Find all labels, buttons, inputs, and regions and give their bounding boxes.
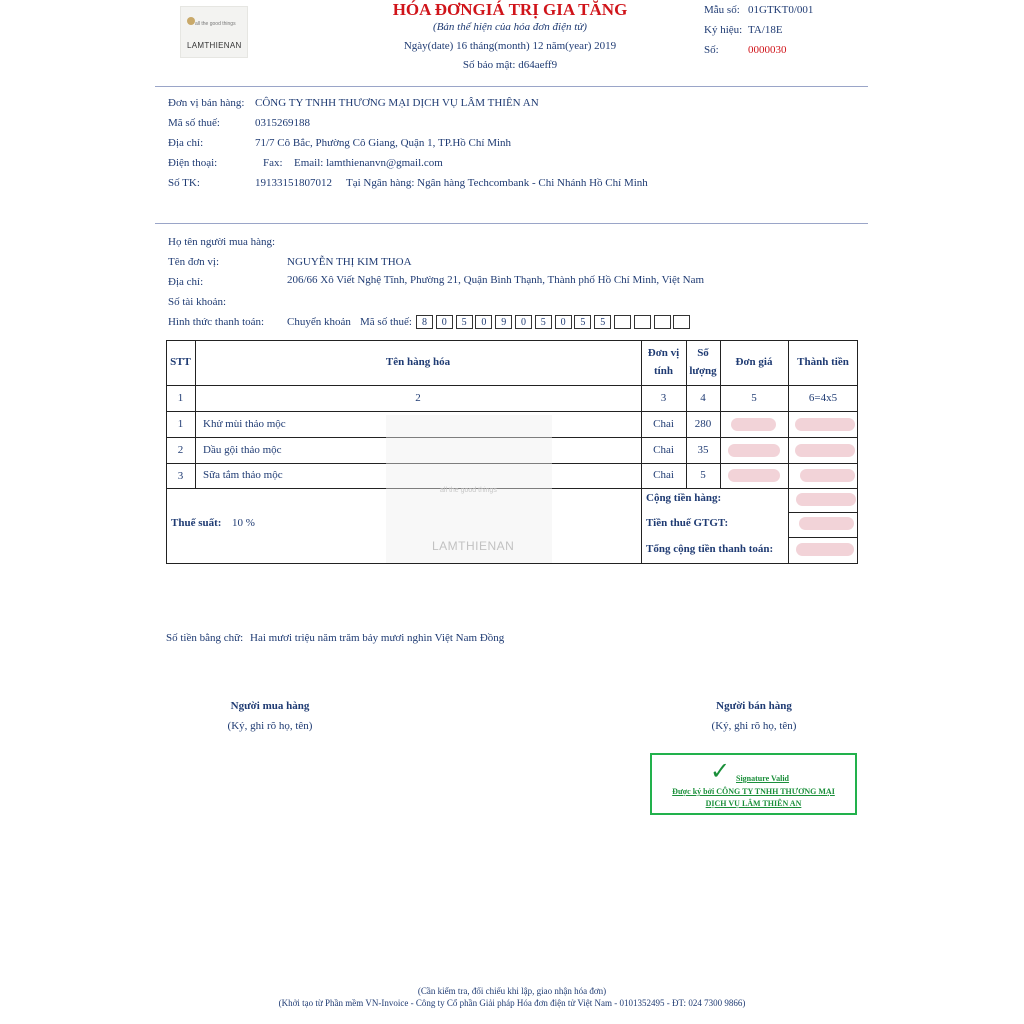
index-name: 2 <box>415 392 421 404</box>
seller-tax-label: Mã số thuế: <box>168 117 220 129</box>
logo-tagline: all the good things <box>195 21 236 27</box>
date-month: 12 <box>532 40 544 52</box>
header-qty-1: Số <box>697 347 709 359</box>
row-qty: 35 <box>697 444 709 456</box>
subtotal-label: Cộng tiền hàng: <box>646 492 722 504</box>
date-year-label: năm(year) <box>546 40 592 52</box>
seller-account-value: 19133151807012 <box>255 177 332 189</box>
seller-bank: Tại Ngân hàng: Ngân hàng Techcombank - Chi Nhánh Hồ Chí Minh <box>346 177 648 189</box>
watermark-name: LAMTHIENAN <box>432 539 515 553</box>
seller-account-label: Số TK: <box>168 177 200 189</box>
date-month-label: tháng(month) <box>469 40 530 52</box>
digital-signature-box[interactable] <box>650 753 857 815</box>
header-amount: Thành tiền <box>797 356 849 368</box>
seller-tax-value: 0315269188 <box>255 117 310 129</box>
buyer-address-label: Địa chỉ: <box>168 276 204 288</box>
row-name: Dầu gội thảo mộc <box>203 444 282 456</box>
redacted-amount <box>795 418 855 431</box>
invoice-subtitle: (Bản thể hiện của hóa đơn điện tử) <box>433 21 587 33</box>
index-qty: 4 <box>700 392 706 404</box>
header-stt: STT <box>170 356 191 368</box>
seller-unit-label: Đơn vị bán hàng: <box>168 97 245 109</box>
divider-top <box>155 86 868 87</box>
words-value: Hai mươi triệu năm trăm bảy mươi nghìn Việt Nam Đồng <box>250 632 505 644</box>
company-logo <box>180 6 248 58</box>
invoice-date <box>300 40 720 52</box>
seller-address-label: Địa chỉ: <box>168 137 204 149</box>
signature-valid-text: Signature Valid <box>736 774 789 783</box>
row-stt: 3 <box>177 470 184 482</box>
words-label: Số tiền bằng chữ: <box>166 632 244 644</box>
redacted-amount <box>800 469 855 482</box>
number-label: Số: <box>704 44 719 56</box>
index-stt: 1 <box>177 392 184 404</box>
row-name: Sữa tắm thảo mộc <box>203 469 283 481</box>
secret-label: Số bảo mật: <box>462 59 516 71</box>
footer-note-1: (Cần kiểm tra, đối chiếu khi lập, giao nhận hóa đơn) <box>417 986 607 996</box>
secret-code <box>300 59 720 71</box>
tax-digit-box: 0 <box>515 315 532 329</box>
table-watermark <box>386 415 552 563</box>
grid-line <box>788 537 858 538</box>
redacted-amount <box>795 444 855 457</box>
row-qty: 280 <box>694 418 712 430</box>
signed-by-line-1: Được ký bởi CÔNG TY TNHH THƯƠNG MẠI <box>672 787 835 796</box>
buyer-account-label: Số tài khoản: <box>168 296 227 308</box>
row-unit: Chai <box>653 469 674 481</box>
redacted-price <box>731 418 776 431</box>
tax-digit-box <box>673 315 690 329</box>
index-amount: 6=4x5 <box>808 392 838 404</box>
buyer-unit-label: Tên đơn vị: <box>168 256 220 268</box>
tax-digit-box <box>634 315 651 329</box>
buyer-sign-note: (Ký, ghi rõ họ, tên) <box>227 720 313 732</box>
tax-digit-box: 5 <box>594 315 611 329</box>
header-price: Đơn giá <box>735 356 773 368</box>
signed-by-line-2: DỊCH VỤ LÂM THIÊN AN <box>705 799 802 808</box>
form-value: 01GTKT0/001 <box>748 4 814 16</box>
date-year: 2019 <box>594 40 617 52</box>
row-unit: Chai <box>653 418 674 430</box>
tax-digit-box: 0 <box>436 315 453 329</box>
redacted-price <box>728 469 780 482</box>
redacted-vat <box>799 517 854 530</box>
grid-line <box>788 340 789 564</box>
symbol-label: Ký hiệu: <box>704 24 743 36</box>
buyer-name-label: Họ tên người mua hàng: <box>168 236 276 248</box>
redacted-subtotal <box>796 493 856 506</box>
seller-unit-value: CÔNG TY TNHH THƯƠNG MẠI DỊCH VỤ LÂM THIÊN AN <box>255 97 539 109</box>
index-price: 5 <box>751 392 757 404</box>
tax-digit-box: 9 <box>495 315 512 329</box>
tax-digit-box: 0 <box>555 315 572 329</box>
tax-digit-box: 5 <box>535 315 552 329</box>
buyer-payment-value: Chuyển khoản <box>287 316 351 328</box>
watermark-tagline: all the good things <box>440 487 497 494</box>
tax-rate-value: 10 % <box>232 517 255 529</box>
tax-digit-box: 5 <box>456 315 473 329</box>
header-unit-2: tính <box>654 365 673 377</box>
grid-line <box>166 385 858 386</box>
header-unit-1: Đơn vị <box>647 347 680 359</box>
checkmark-icon: ✓ <box>710 757 731 785</box>
date-day-label: Ngày(date) <box>403 40 454 52</box>
signed-by-text <box>652 786 855 810</box>
header-name: Tên hàng hóa <box>385 356 451 368</box>
seller-sign-title: Người bán hàng <box>716 700 792 712</box>
total-label: Tổng cộng tiền thanh toán: <box>646 543 774 555</box>
tax-digit-box: 5 <box>574 315 591 329</box>
invoice-title: HÓA ĐƠNGIÁ TRỊ GIA TĂNG <box>392 0 628 19</box>
tax-digit-box <box>654 315 671 329</box>
grid-line <box>788 512 858 513</box>
grid-line <box>166 411 858 412</box>
buyer-unit-value: NGUYỄN THỊ KIM THOA <box>287 256 412 268</box>
symbol-value: TA/18E <box>748 24 783 36</box>
index-unit: 3 <box>660 392 667 404</box>
redacted-price <box>728 444 780 457</box>
row-name: Khử mùi thảo mộc <box>203 418 286 430</box>
header-qty-2: lượng <box>689 365 717 377</box>
invoice-number: 0000030 <box>748 44 787 56</box>
seller-email: Email: lamthienanvn@gmail.com <box>294 157 443 169</box>
tax-digit-box: 0 <box>475 315 492 329</box>
tax-digit-box <box>614 315 631 329</box>
grid-line <box>686 340 687 488</box>
row-qty: 5 <box>700 469 706 481</box>
buyer-payment-label: Hình thức thanh toán: <box>168 316 265 328</box>
row-unit: Chai <box>653 444 674 456</box>
row-stt: 2 <box>177 444 184 456</box>
buyer-sign-title: Người mua hàng <box>230 700 310 712</box>
seller-sign-note: (Ký, ghi rõ họ, tên) <box>711 720 797 732</box>
tax-digit-box: 8 <box>416 315 433 329</box>
seller-address-value: 71/7 Cô Bắc, Phường Cô Giang, Quận 1, TP.Hồ Chí Minh <box>255 137 512 149</box>
logo-name: LAMTHIENAN <box>187 41 242 50</box>
divider-middle <box>155 223 868 224</box>
seller-fax-label: Fax: <box>263 157 283 169</box>
logo-mark-icon <box>187 17 195 25</box>
footer-note-2: (Khởi tạo từ Phần mềm VN-Invoice - Công ty Cổ phần Giải pháp Hóa đơn điện tử Việt Nam - 0101352495 - ĐT: 024 7300 9866) <box>278 998 746 1008</box>
seller-phone-label: Điện thoại: <box>168 157 218 169</box>
buyer-tax-label: Mã số thuế: <box>360 316 412 328</box>
buyer-address-value: 206/66 Xô Viết Nghệ Tĩnh, Phường 21, Quận Bình Thạnh, Thành phố Hồ Chí Minh, Việt Nam <box>287 274 705 286</box>
form-label: Mẫu số: <box>704 4 740 16</box>
vat-label: Tiền thuế GTGT: <box>646 517 729 529</box>
row-stt: 1 <box>177 418 184 430</box>
secret-value: d64aeff9 <box>518 59 558 71</box>
tax-rate-label: Thuế suất: <box>171 517 222 529</box>
date-day: 16 <box>456 40 468 52</box>
redacted-total <box>796 543 854 556</box>
